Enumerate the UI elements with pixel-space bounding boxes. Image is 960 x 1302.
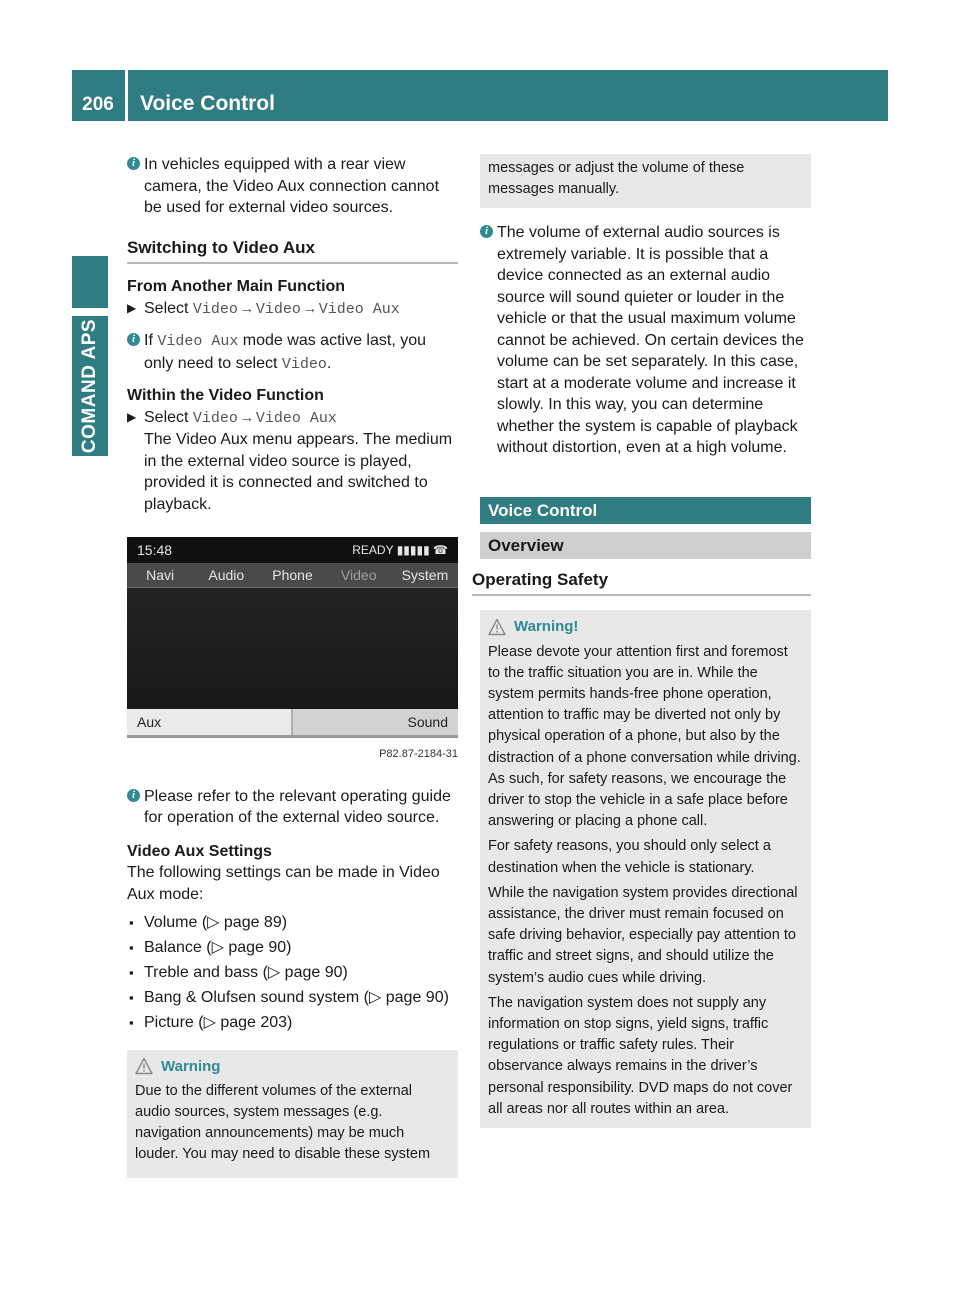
- settings-intro: The following settings can be made in Video Aux mode:: [127, 864, 440, 903]
- info-text: Please refer to the relevant operating guide for operation of the external video source.: [144, 787, 451, 826]
- warning-paragraph: Please devote your attention first and foremost to the traffic situation you are in. While the system permits hands-free phone operation, attention to traffic may be diverted not only by physical operation of a phone, but also by the distraction of a phone conversation while driving. As such, for safety reasons, we encourage the driver to stop the vehicle in a safe place before answering or placing a phone call.: [488, 643, 801, 830]
- info-text: mode was active last, you only need to select: [144, 332, 426, 372]
- arrow-right-icon: ▶: [127, 409, 137, 424]
- screen-bottom-bar: [127, 709, 458, 735]
- info-icon: i: [127, 789, 140, 802]
- side-tab-label: COMAND APS: [79, 318, 100, 454]
- menu-path: Video: [192, 409, 238, 427]
- left-column: [127, 154, 458, 1178]
- warning-box: [127, 1050, 458, 1178]
- list-item: [127, 962, 458, 984]
- warning-paragraph: While the navigation system provides directional assistance, the driver must remain focused on safe driving behavior, especially pay attention to traffic and street signs, and should utilize the system’s audio cues while driving.: [488, 884, 798, 986]
- list-item-text: Bang & Olufsen sound system (▷ page 90): [144, 989, 449, 1006]
- step-prefix: Select: [144, 408, 193, 426]
- info-note: [127, 786, 458, 829]
- menu-path: Video Aux: [318, 300, 400, 318]
- info-note: [480, 222, 811, 459]
- list-item-text: Balance (▷ page 90): [144, 939, 292, 956]
- list-item: [127, 937, 458, 959]
- info-text: If: [144, 332, 158, 349]
- step-result: The Video Aux menu appears. The medium in the external video source is played, provided it is connected and switched to playback.: [144, 431, 453, 513]
- info-note: [127, 154, 458, 219]
- menu-path: Video: [192, 300, 238, 318]
- screen-video-area: [127, 588, 458, 709]
- subheading: Within the Video Function: [127, 387, 324, 404]
- path-arrow: →: [242, 409, 252, 427]
- menu-path: Video Aux: [157, 333, 239, 350]
- side-tab: [72, 316, 108, 456]
- figure-rule: [127, 735, 458, 738]
- warning-title-text: Warning: [161, 1057, 221, 1075]
- screen-status-bar: [127, 537, 458, 563]
- bullet-icon: ▪: [129, 990, 134, 1005]
- step-instruction: [127, 407, 458, 516]
- bullet-icon: ▪: [129, 915, 134, 930]
- chapter-heading: Voice Control: [480, 497, 811, 524]
- header-divider: [125, 70, 128, 121]
- right-column: [472, 154, 811, 1128]
- path-arrow: →: [242, 300, 252, 318]
- bullet-icon: ▪: [129, 1015, 134, 1030]
- menu-path: Video Aux: [255, 409, 337, 427]
- info-text: In vehicles equipped with a rear view camera, the Video Aux connection cannot be used for external video sources.: [144, 156, 440, 216]
- list-item: [127, 912, 458, 934]
- step-prefix: Select: [144, 299, 193, 317]
- step-instruction: [127, 298, 458, 321]
- warning-title-text: Warning!: [514, 618, 579, 636]
- info-icon: i: [480, 225, 493, 238]
- arrow-right-icon: ▶: [127, 300, 137, 315]
- screen-time: 15:48: [137, 542, 173, 558]
- info-text: The volume of external audio sources is extremely variable. It is possible that a device connected as an external audio source will sound quieter or louder in the vehicle or that the usual maximum volume cannot be achieved. On certain devices the volume can be set separately. In this case, start at a moderate volume and increase it slowly. In this way, you can determine whether the system is capable of playback without distortion, even at a high volume.: [497, 224, 804, 457]
- subheading: From Another Main Function: [127, 278, 346, 295]
- path-arrow: →: [305, 300, 315, 318]
- info-icon: i: [127, 157, 140, 170]
- info-icon: i: [127, 333, 140, 346]
- warning-text: Due to the different volumes of the external audio sources, system messages (e.g. navigation announcements) may be much louder. You may need to disable these system: [135, 1082, 431, 1163]
- figure-id: P82.87-2184-31: [379, 748, 458, 760]
- page-title: Voice Control: [140, 92, 275, 115]
- side-marker: [72, 256, 108, 308]
- list-item: [127, 1012, 458, 1034]
- warning-paragraph: For safety reasons, you should only select a destination when the vehicle is stationary.: [488, 838, 771, 876]
- warning-title: [135, 1056, 450, 1077]
- info-note: [127, 330, 458, 375]
- list-item-text: Volume (▷ page 89): [144, 914, 288, 931]
- warning-box-continued: [480, 154, 811, 208]
- bullet-icon: ▪: [129, 940, 134, 955]
- sound-button[interactable]: Sound: [293, 709, 458, 735]
- section-band-heading: Overview: [480, 532, 811, 559]
- menu-path: Video: [255, 300, 301, 318]
- warning-triangle-icon: [488, 618, 506, 636]
- page-number: 206: [82, 94, 114, 115]
- tab-system[interactable]: System: [401, 567, 449, 583]
- screen-status: READY ▮▮▮▮▮ ☎: [352, 543, 448, 557]
- aux-button[interactable]: Aux: [127, 709, 293, 735]
- tab-navi[interactable]: Navi: [146, 567, 175, 583]
- list-item-text: Treble and bass (▷ page 90): [144, 964, 348, 981]
- warning-text: messages or adjust the volume of these messages manually.: [488, 160, 745, 198]
- section-heading: Operating Safety: [472, 569, 811, 597]
- menu-path: Video: [281, 355, 327, 373]
- comand-screen: [127, 537, 458, 735]
- warning-box: [480, 610, 811, 1128]
- section-heading: Switching to Video Aux: [127, 237, 458, 265]
- screen-main-menu: [127, 563, 458, 588]
- warning-triangle-icon: [135, 1057, 153, 1075]
- list-item: [127, 987, 458, 1009]
- tab-phone[interactable]: Phone: [272, 567, 313, 583]
- tab-audio[interactable]: Audio: [208, 567, 245, 583]
- tab-video[interactable]: Video: [340, 567, 377, 583]
- info-text: .: [326, 354, 332, 372]
- list-item-text: Picture (▷ page 203): [144, 1014, 293, 1031]
- bullet-icon: ▪: [129, 965, 134, 980]
- subheading: Video Aux Settings: [127, 842, 272, 860]
- warning-title: [488, 616, 803, 637]
- warning-paragraph: The navigation system does not supply any information on stop signs, yield signs, traffic regulations or traffic safety rules. Their observance always remains in the driver’s personal responsibility. DVD maps do not cover all areas nor all routes within an area.: [488, 994, 793, 1117]
